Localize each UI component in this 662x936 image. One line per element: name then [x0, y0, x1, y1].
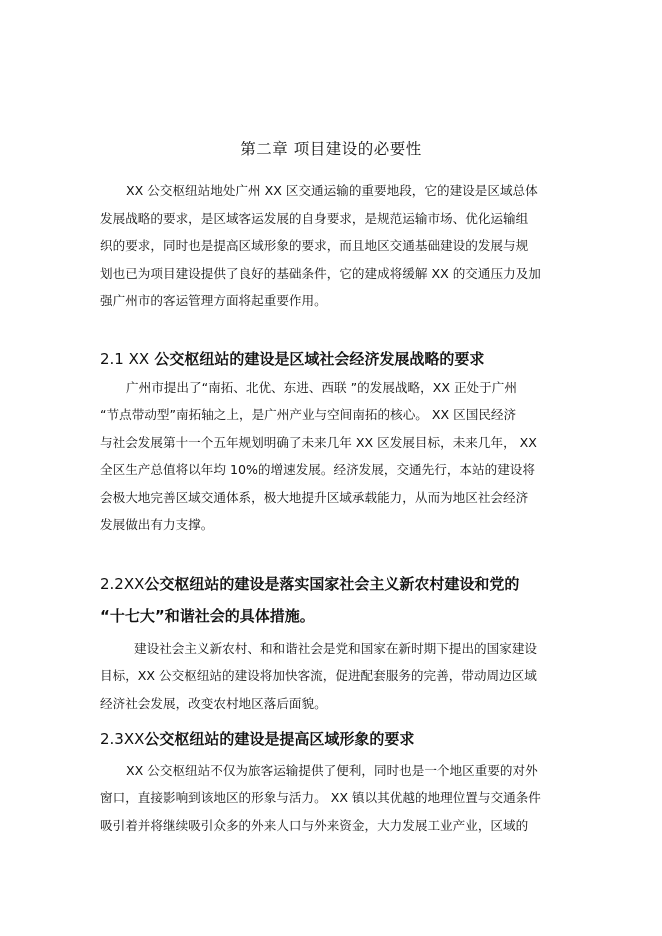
section2-line: 建设社会主义新农村、和和谐社会是党和国家在新时期下提出的国家建设 [134, 641, 537, 656]
section1-line: 会极大地完善区域交通体系，极大地提升区域承载能力，从而为地区社会经济 [100, 490, 529, 505]
section1-line: 与社会发展第十一个五年规划明确了未来几年 XX 区发展目标，未来几年， XX [100, 435, 537, 450]
section1-line: 全区生产总值将以年均 10%的增速发展。经济发展，交通先行，本站的建设将 [100, 462, 535, 477]
intro-line: 织的要求，同时也是提高区域形象的要求，而且地区交通基础建设的发展与规 [100, 238, 529, 253]
section-number: 2.3XX [100, 730, 145, 748]
section3-line: 吸引着并将继续吸引众多的外来人口与外来资金，大力发展工业产业，区域的 [100, 818, 529, 833]
section-heading-2-3 [100, 729, 414, 749]
section-number: 2.1 XX [100, 350, 150, 368]
intro-line: XX 公交枢纽站地处广州 XX 区交通运输的重要地段，它的建设是区域总体 [126, 183, 538, 198]
section1-line: 广州市提出了“南拓、北优、东进、西联 ”的发展战略，XX 正处于广州 [126, 380, 517, 395]
section-heading-2-2-continued: “十七大”和谐社会的具体措施。 [100, 607, 315, 625]
section-number: 2.2XX [100, 575, 145, 593]
section-title: 公交枢纽站的建设是落实国家社会主义新农村建设和党的 [144, 575, 520, 593]
intro-line: 划也已为项目建设提供了良好的基础条件，它的建成将缓解 XX 的交通压力及加 [100, 266, 541, 281]
section1-line: 发展做出有力支撑。 [100, 517, 214, 532]
section-title: 公交枢纽站的建设是区域社会经济发展战略的要求 [154, 350, 485, 368]
section-heading-2-2 [100, 574, 519, 594]
section-heading-2-1 [100, 349, 484, 369]
chapter-title: 第二章 项目建设的必要性 [240, 140, 422, 158]
intro-line: 发展战略的要求，是区域客运发展的自身要求，是规范运输市场、优化运输组 [100, 211, 529, 226]
section3-line: 窗口，直接影响到该地区的形象与活力。 XX 镇以其优越的地理位置与交通条件 [100, 790, 541, 805]
section2-line: 目标，XX 公交枢纽站的建设将加快客流，促进配套服务的完善，带动周边区域 [100, 668, 537, 683]
section3-line: XX 公交枢纽站不仅为旅客运输提供了便利，同时也是一个地区重要的对外 [126, 763, 538, 778]
intro-line: 强广州市的客运管理方面将起重要作用。 [100, 293, 327, 308]
section-title: 公交枢纽站的建设是提高区域形象的要求 [144, 730, 415, 748]
section1-line: “节点带动型”南拓轴之上，是广州产业与空间南拓的核心。 XX 区国民经济 [100, 407, 517, 422]
section2-line: 经济社会发展，改变农村地区落后面貌。 [100, 696, 327, 711]
